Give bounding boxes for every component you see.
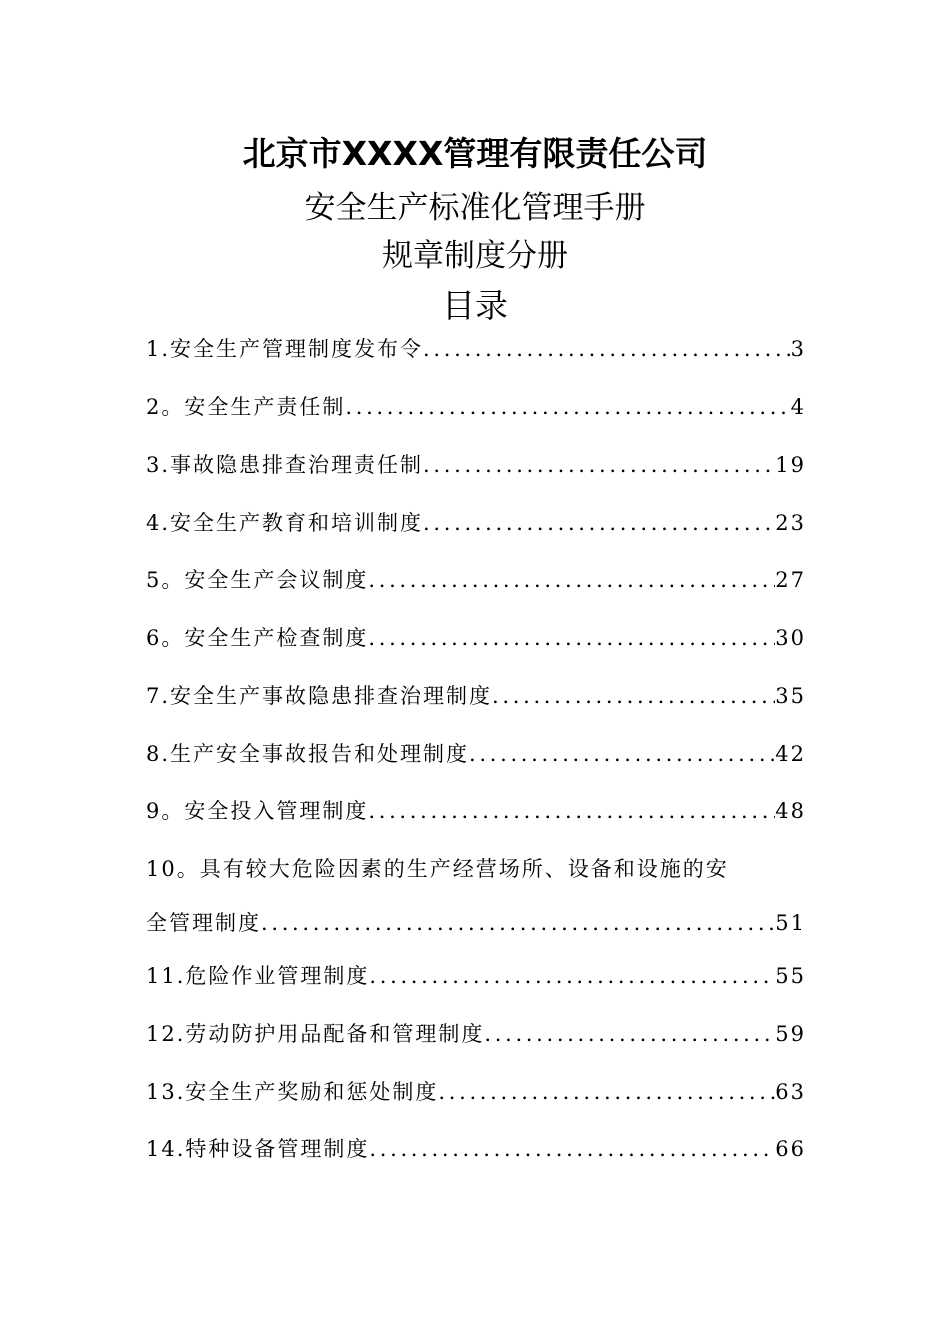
toc-entry[interactable]	[146, 1019, 806, 1049]
toc-entry-label: 12.劳动防护用品配备和管理制度	[146, 1022, 485, 1046]
toc-entry[interactable]	[146, 739, 806, 769]
toc-entry[interactable]	[146, 623, 806, 653]
toc-leader-dots	[484, 1019, 775, 1049]
toc-entry[interactable]	[146, 1134, 806, 1164]
toc-entry-page: 42	[775, 742, 806, 766]
toc-entry-label: 14.特种设备管理制度	[146, 1137, 370, 1161]
toc-entry-page: 55	[775, 964, 806, 988]
toc-leader-dots	[368, 623, 775, 653]
toc-entry[interactable]	[146, 681, 806, 711]
toc-entry-label: 8.生产安全事故报告和处理制度	[146, 742, 470, 766]
toc-entry[interactable]	[146, 796, 806, 826]
toc-entry-page: 66	[775, 1137, 806, 1161]
volume-title: 规章制度分册	[382, 238, 568, 274]
toc-leader-dots	[438, 1077, 775, 1107]
toc-entry-page: 35	[775, 684, 806, 708]
toc-entry-page: 63	[775, 1080, 806, 1104]
toc-entry-page: 51	[775, 911, 806, 935]
toc-entry-page: 19	[775, 453, 806, 477]
toc-entry[interactable]	[146, 961, 806, 991]
toc-entry-label: 9。安全投入管理制度	[146, 799, 369, 823]
toc-entry[interactable]	[146, 565, 806, 595]
toc-entry-multiline[interactable]	[146, 854, 806, 938]
toc-entry-page: 30	[775, 626, 806, 650]
toc-entry-page: 23	[775, 511, 806, 535]
toc-entry-label: 11.危险作业管理制度	[146, 964, 370, 988]
toc-leader-dots	[469, 739, 775, 769]
toc-entry-label: 4.安全生产教育和培训制度	[146, 511, 424, 535]
toc-leader-dots	[423, 334, 791, 364]
toc-leader-dots	[492, 681, 775, 711]
toc-leader-dots	[423, 450, 775, 480]
toc-entry-page: 3	[790, 337, 806, 361]
toc-entry-label: 3.事故隐患排查治理责任制	[146, 453, 424, 477]
toc-entry-label: 13.安全生产奖励和惩处制度	[146, 1080, 439, 1104]
toc-entry-page: 4	[790, 395, 806, 419]
toc-leader-dots	[369, 1134, 775, 1164]
toc-entry[interactable]	[146, 1077, 806, 1107]
toc-leader-dots	[261, 908, 775, 938]
toc-entry-label: 7.安全生产事故隐患排查治理制度	[146, 684, 493, 708]
toc-entry-page: 27	[775, 568, 806, 592]
manual-title: 安全生产标准化管理手册	[304, 190, 646, 226]
toc-leader-dots	[368, 796, 775, 826]
toc-heading: 目录	[442, 286, 508, 325]
toc-entry-label-line1: 10。具有较大危险因素的生产经营场所、设备和设施的安	[146, 857, 729, 881]
toc-entry-page: 48	[775, 799, 806, 823]
toc-entry[interactable]	[146, 450, 806, 480]
toc-entry-label: 5。安全生产会议制度	[146, 568, 369, 592]
company-title: 北京市XXXX管理有限责任公司	[242, 134, 708, 173]
toc-leader-dots	[423, 508, 775, 538]
toc-leader-dots	[368, 565, 775, 595]
toc-entry-label: 2。安全生产责任制	[146, 395, 346, 419]
toc-entry[interactable]	[146, 508, 806, 538]
toc-entry-label: 1.安全生产管理制度发布令	[146, 337, 424, 361]
toc-leader-dots	[369, 961, 775, 991]
toc-entry[interactable]	[146, 392, 806, 422]
toc-entry[interactable]	[146, 334, 806, 364]
toc-leader-dots	[345, 392, 790, 422]
toc-entry-page: 59	[775, 1022, 806, 1046]
toc-entry-label: 全管理制度	[146, 911, 261, 935]
toc-entry-label: 6。安全生产检查制度	[146, 626, 369, 650]
